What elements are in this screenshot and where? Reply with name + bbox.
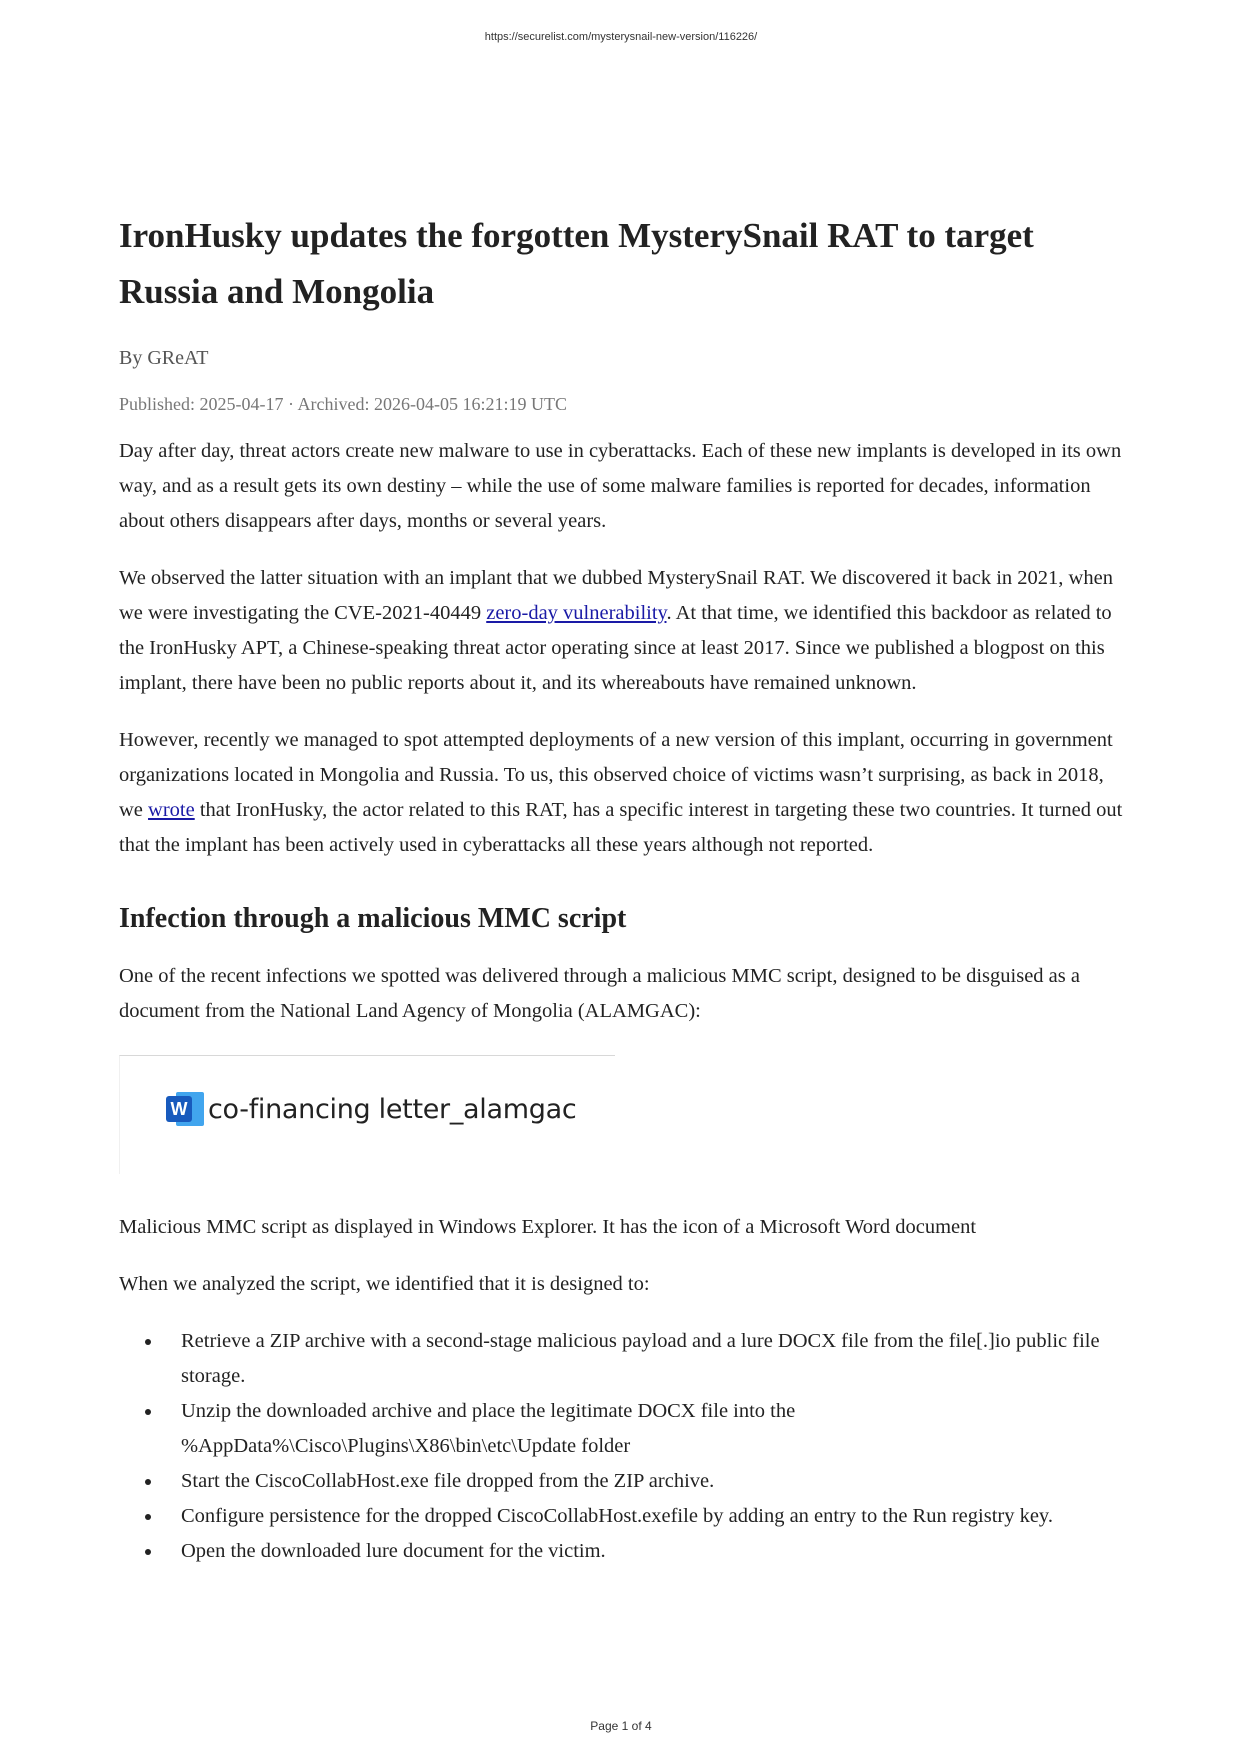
word-document-icon <box>166 1090 204 1128</box>
explorer-screenshot-figure <box>119 1055 615 1174</box>
paragraph-text: However, recently we managed to spot attempted deployments of a new version of this implant, occurring in government organizations located in Mongolia and Russia. To us, this observed choice of victims wasn’t surprising, as back in 2018, we <box>119 729 1113 821</box>
paragraph-analysis: When we analyzed the script, we identified that it is designed to: <box>119 1273 650 1295</box>
article <box>119 208 1129 1569</box>
list-item: • Retrieve a ZIP archive with a second-stage malicious payload and a lure DOCX file from the file[.]io public file storage. <box>163 1324 1129 1394</box>
word-icon-letter: W <box>166 1096 192 1122</box>
page-url-header: https://securelist.com/mysterysnail-new-version/116226/ <box>484 31 758 43</box>
script-behavior-list <box>119 1324 1129 1569</box>
section-heading: Infection through a malicious MMC script <box>119 903 627 934</box>
paragraph-intro: Day after day, threat actors create new malware to use in cyberattacks. Each of these new implants is developed in its own way, and as a result gets its own destiny – while the use of some malware families is reported for decades, information about others disappears after days, months or several years. <box>119 440 1122 532</box>
article-byline: By GReAT <box>119 347 209 369</box>
zero-day-vulnerability-link[interactable]: zero-day vulnerability <box>486 602 667 624</box>
file-entry <box>166 1090 576 1128</box>
list-item: • Configure persistence for the dropped CiscoCollabHost.exefile by adding an entry to the Run registry key. <box>163 1499 1129 1534</box>
paragraph-infection: One of the recent infections we spotted was delivered through a malicious MMC script, designed to be disguised as a document from the National Land Agency of Mongolia (ALAMGAC): <box>119 965 1080 1022</box>
figure-caption: Malicious MMC script as displayed in Windows Explorer. It has the icon of a Microsoft Word document <box>119 1216 977 1238</box>
file-name: co-financing letter_alamgac <box>208 1093 577 1125</box>
paragraph-discovery <box>119 561 1129 701</box>
list-item: • Unzip the downloaded archive and place the legitimate DOCX file into the %AppData%\Cisco\Plugins\X86\bin\etc\Update folder <box>163 1394 1129 1464</box>
article-title: IronHusky updates the forgotten MysterySnail RAT to target Russia and Mongolia <box>119 216 1034 311</box>
list-item: • Start the CiscoCollabHost.exe file dropped from the ZIP archive. <box>163 1464 1129 1499</box>
paragraph-new-version <box>119 723 1129 863</box>
paragraph-text: that IronHusky, the actor related to this RAT, has a specific interest in targeting these two countries. It turned out that the implant has been actively used in cyberattacks all these years although not reported. <box>119 799 1123 856</box>
wrote-link[interactable]: wrote <box>148 799 195 821</box>
list-item: • Open the downloaded lure document for the victim. <box>163 1534 1129 1569</box>
paragraph-text: We observed the latter situation with an implant that we dubbed MysterySnail RAT. We discovered it back in 2021, when we were investigating the CVE-2021-40449 <box>119 567 1113 624</box>
page-number: Page 1 of 4 <box>590 1719 652 1733</box>
paragraph-text: . At that time, we identified this backdoor as related to the IronHusky APT, a Chinese-speaking threat actor operating since at least 2017. Since we published a blogpost on this implant, there have been no public reports about it, and its whereabouts have remained unknown. <box>119 602 1112 694</box>
article-meta: Published: 2025-04-17 · Archived: 2026-04-05 16:21:19 UTC <box>119 394 567 414</box>
